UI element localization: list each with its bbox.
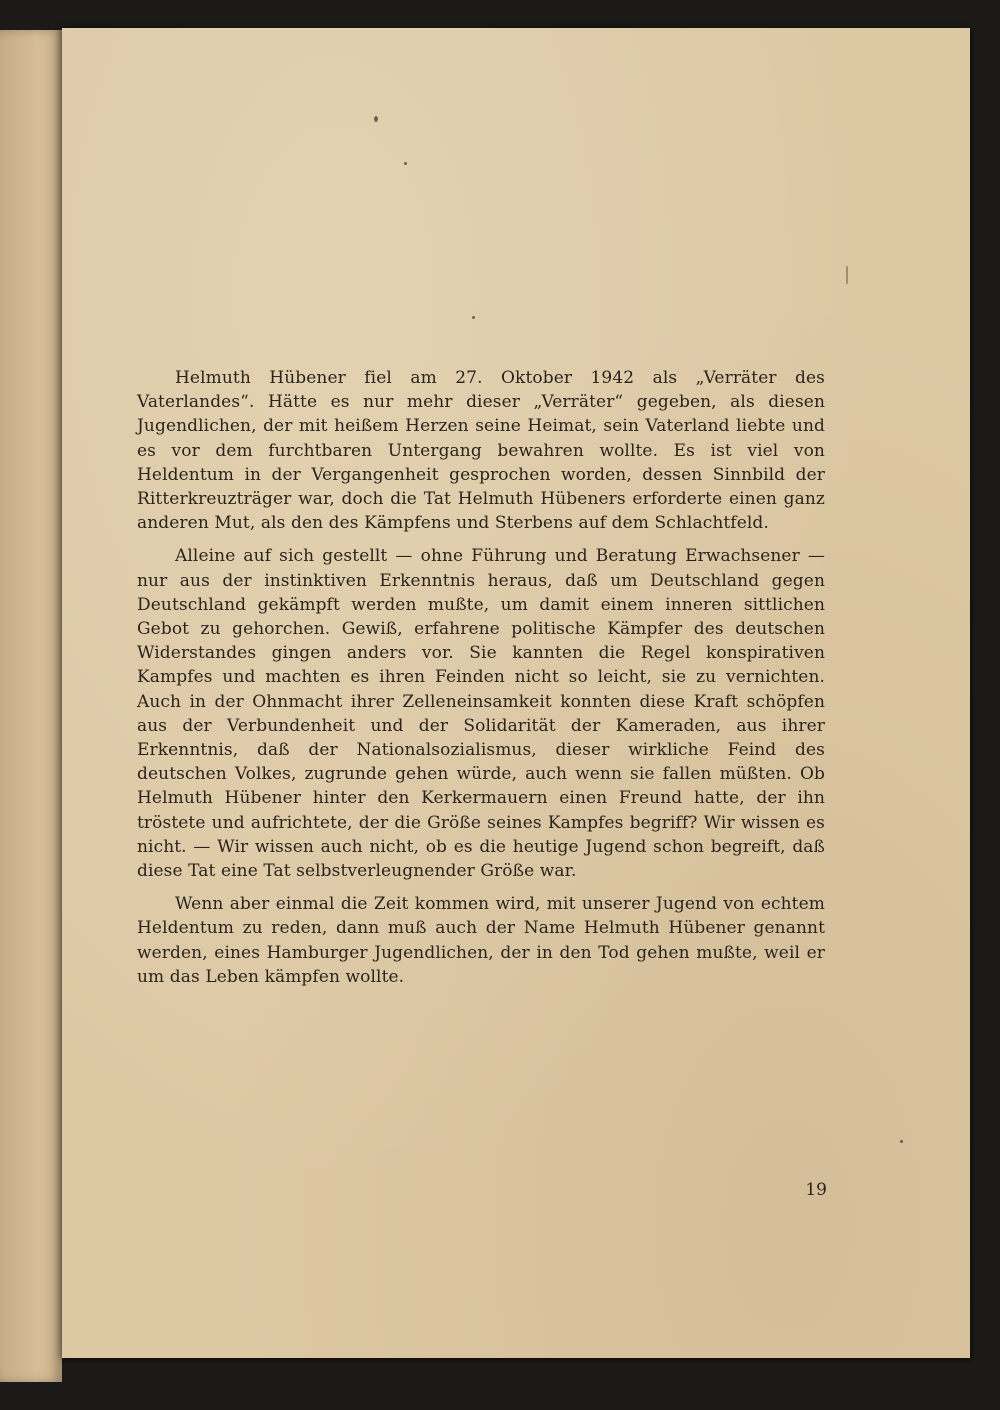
paragraph: Alleine auf sich gestellt — ohne Führung und Beratung Erwachsener — nur aus der instinktiven Erkenntnis heraus, daß um Deutschland gegen Deutschland gekämpft werden mußte, um damit einem inneren sittlichen Gebot zu gehorchen. Gewiß, erfahrene politische Kämpfer des deutschen Widerstandes gingen anders vor. Sie kannten die Regel konspirativen Kampfes und machten es ihren Feinden nicht so leicht, sie zu vernichten. Auch in der Ohnmacht ihrer Zelleneinsamkeit konnten diese Kraft schöpfen aus der Verbundenheit und der Solidarität der Kameraden, aus ihrer Erkenntnis, daß der Nationalsozialismus, dieser wirkliche Feind des deutschen Volkes, zugrunde gehen würde, auch wenn sie fallen müßten. Ob Helmuth Hübener hinter den Kerkermauern einen Freund hatte, der ihn tröstete und aufrichtete, der die Größe seines Kampfes begriff? Wir wissen es nicht. — Wir wissen auch nicht, ob es die heutige Jugend schon begreift, daß diese Tat eine Tat selbstverleugnender Größe war.: [137, 546, 825, 882]
paper-speck: [900, 1140, 903, 1143]
previous-page-edge: [0, 30, 62, 1382]
paper-speck: [404, 162, 407, 165]
book-page: [62, 28, 970, 1358]
paper-speck: [472, 316, 475, 319]
page-number: 19: [805, 1180, 827, 1200]
paper-speck: [846, 266, 848, 284]
paragraph: Helmuth Hübener fiel am 27. Oktober 1942 als „Verräter des Vaterlandes“. Hätte es nur mehr dieser „Verräter“ gegeben, als diesen Jugendlichen, der mit heißem Herzen seine Heimat, sein Vaterland liebte und es vor dem furchtbaren Untergang bewahren wollte. Es ist viel von Heldentum in der Vergangenheit gesprochen worden, dessen Sinnbild der Ritterkreuzträger war, doch die Tat Helmuth Hübeners erforderte einen ganz anderen Mut, als den des Kämpfens und Sterbens auf dem Schlachtfeld.: [137, 368, 825, 534]
paragraph: Wenn aber einmal die Zeit kommen wird, mit unserer Jugend von echtem Heldentum zu reden, dann muß auch der Name Helmuth Hübener genannt werden, eines Hamburger Jugendlichen, der in den Tod gehen mußte, weil er um das Leben kämpfen wollte.: [137, 894, 825, 987]
paper-speck: [374, 116, 378, 122]
body-text: [137, 366, 825, 998]
